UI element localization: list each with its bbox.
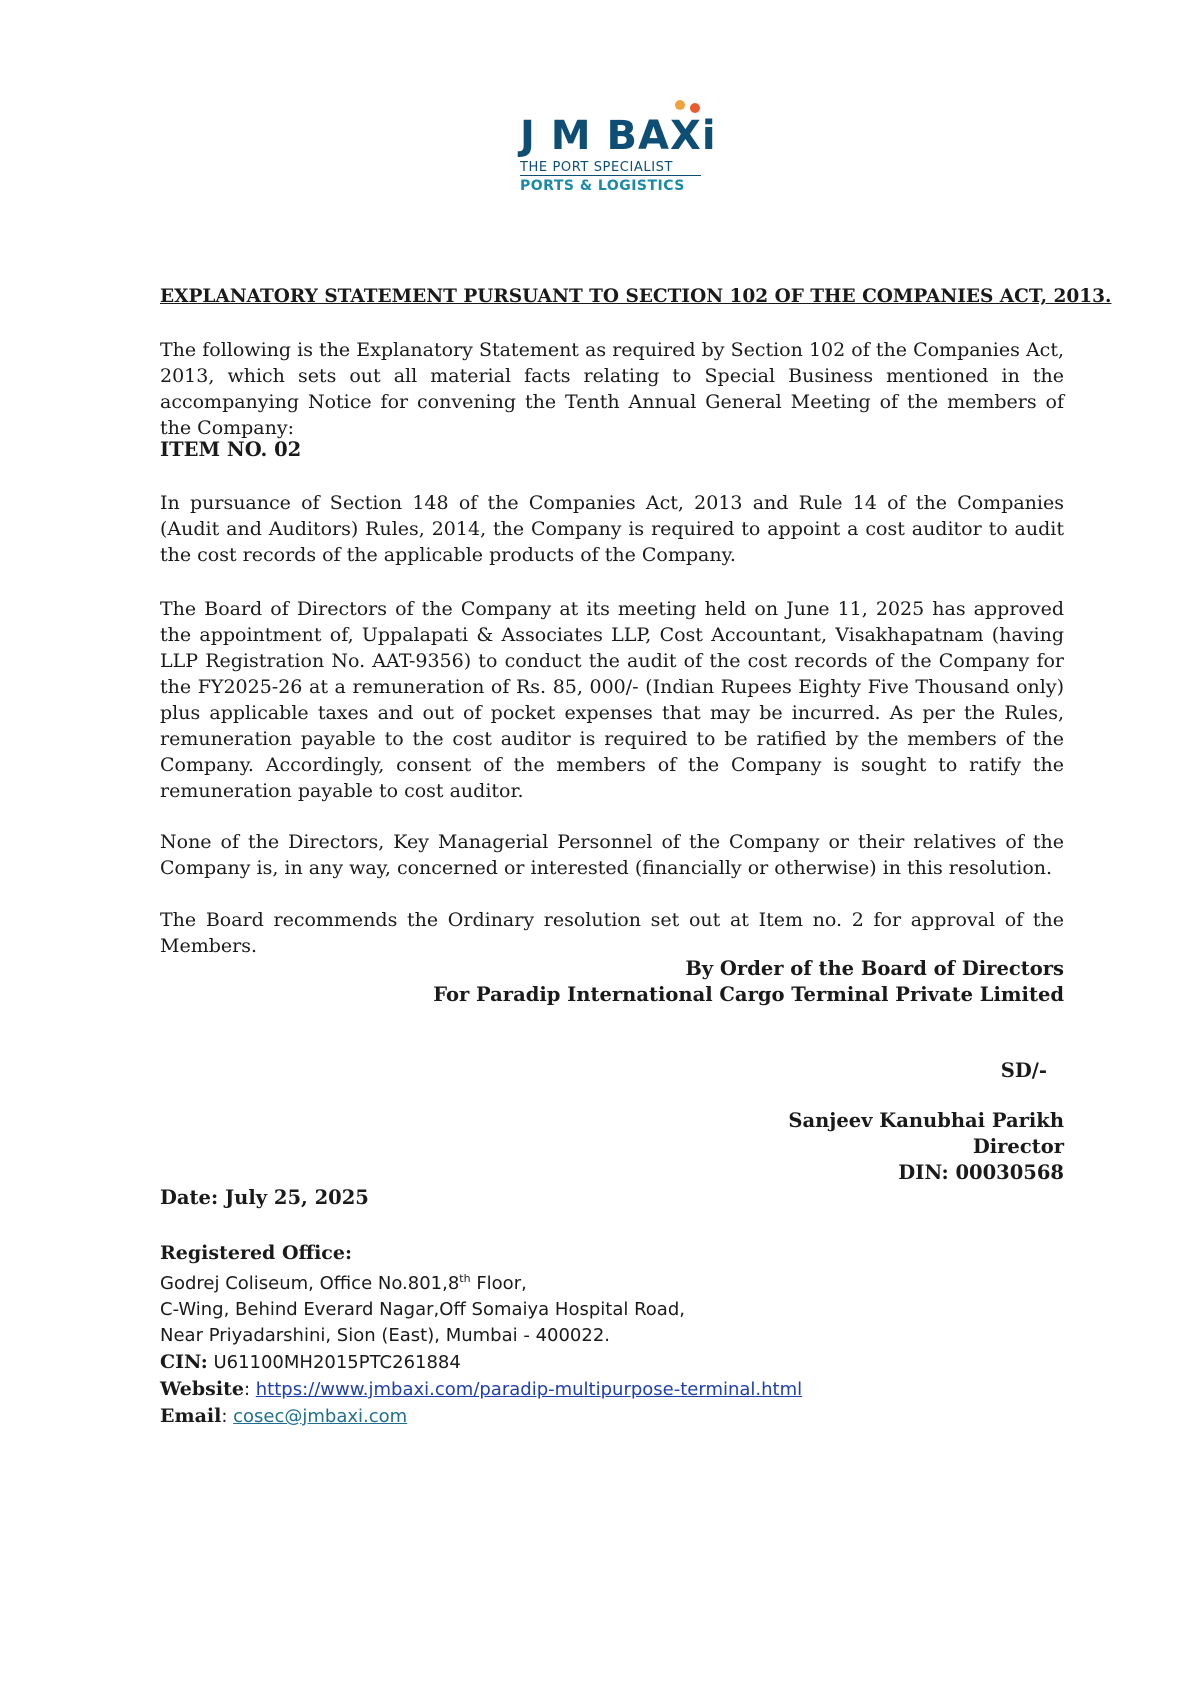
paragraph-block [160, 596, 1064, 804]
email-line: Email: cosec@jmbaxi.com [160, 1405, 408, 1427]
office-label: Registered Office: [160, 1242, 352, 1264]
logo-subtitle: PORTS & LOGISTICS [520, 178, 685, 194]
logo-tagline: THE PORT SPECIALIST [520, 160, 674, 175]
email-link[interactable]: cosec@jmbaxi.com [233, 1406, 408, 1427]
signatory-name: Sanjeev Kanubhai Parikh [788, 1109, 1064, 1132]
signed-mark: SD/- [1000, 1059, 1047, 1082]
cin-line [160, 1349, 802, 1376]
logo-divider [520, 175, 701, 176]
paragraph-block [160, 829, 1064, 881]
order-line: By Order of the Board of Directors [685, 957, 1064, 980]
intro-paragraph: The following is the Explanatory Statement as required by Section 102 of the Companies Act, 2013, which sets out all material facts relating to Special Business mentioned in the accompanying Notice for convening the Tenth Annual General Meeting of the members of the Company: [160, 339, 1064, 439]
logo-wordmark: J M BAXi [520, 113, 717, 159]
logo-dot-red [690, 103, 700, 113]
body-paragraph: The Board of Directors of the Company at its meeting held on June 11, 2025 has approved the appointment of, Uppalapati & Associates LLP, Cost Accountant, Visakhapatnam (having LLP Registration No. AAT-9356) to conduct the audit of the cost records of the Company for the FY2025-26 at a remuneration of Rs. 85, 000/- (Indian Rupees Eighty Five Thousand only) plus applicable taxes and out of pocket expenses that may be incurred. As per the Rules, remuneration payable to the cost auditor is required to be ratified by the members of the Company. Accordingly, consent of the members of the Company is sought to ratify the remuneration payable to cost auditor. [160, 598, 1064, 802]
office-line-1: Godrej Coliseum, Office No.801,8th Floor, [160, 1272, 527, 1294]
website-link[interactable]: https://www.jmbaxi.com/paradip-multipurpose-terminal.html [255, 1379, 803, 1400]
signatory-din: DIN: 00030568 [898, 1161, 1064, 1184]
email-label: Email [160, 1405, 222, 1427]
logo-dot-orange [675, 100, 685, 110]
item-heading: ITEM NO. 02 [160, 438, 302, 461]
company-logo [520, 98, 730, 198]
website-line: Website: https://www.jmbaxi.com/paradip-multipurpose-terminal.html [160, 1378, 803, 1400]
paragraph-block [160, 907, 1064, 959]
body-paragraph: The Board recommends the Ordinary resolution set out at Item no. 2 for approval of the Members. [160, 909, 1064, 957]
intro-block [160, 337, 1064, 441]
signatory-block [788, 1108, 1064, 1186]
document-title: EXPLANATORY STATEMENT PURSUANT TO SECTION 102 OF THE COMPANIES ACT, 2013. [160, 286, 1112, 307]
company-line: For Paradip International Cargo Terminal Private Limited [433, 983, 1064, 1006]
body-paragraph: In pursuance of Section 148 of the Companies Act, 2013 and Rule 14 of the Companies (Audit and Auditors) Rules, 2014, the Company is required to appoint a cost auditor to audit the cost records of the applicable products of the Company. [160, 492, 1064, 566]
cin-value: U61100MH2015PTC261884 [207, 1352, 461, 1373]
cin-label: CIN: [160, 1351, 208, 1373]
signature-block [433, 956, 1064, 1008]
website-label: Website [160, 1378, 244, 1400]
office-line-2: C-Wing, Behind Everard Nagar,Off Somaiya Hospital Road, [160, 1299, 685, 1320]
paragraph-block [160, 490, 1064, 568]
signatory-designation: Director [972, 1135, 1064, 1158]
office-line-3: Near Priyadarshini, Sion (East), Mumbai - 400022. [160, 1325, 611, 1346]
document-date: Date: July 25, 2025 [160, 1186, 369, 1209]
registered-office [160, 1240, 802, 1430]
body-paragraph: None of the Directors, Key Managerial Personnel of the Company or their relatives of the Company is, in any way, concerned or interested (financially or otherwise) in this resolution. [160, 831, 1064, 879]
